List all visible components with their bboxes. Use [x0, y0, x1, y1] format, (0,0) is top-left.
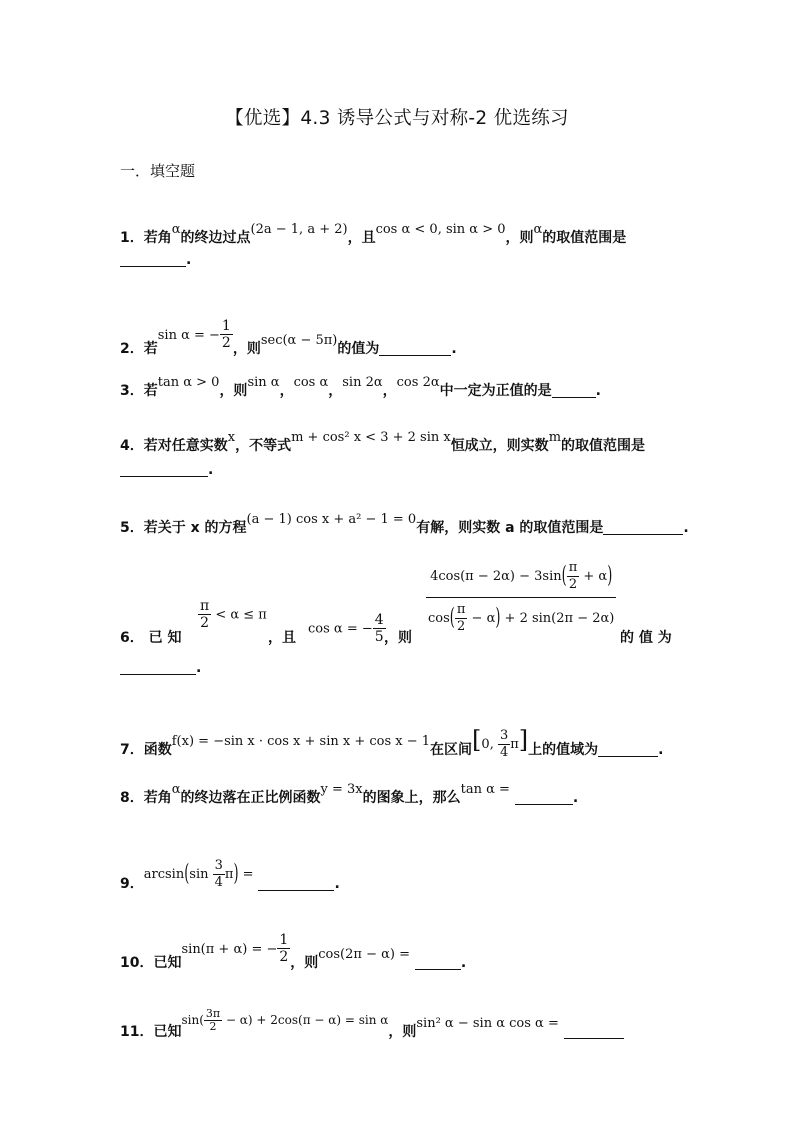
question-2: 2．若sin α = − $\frac{1}{2}$ ，则sec(α − 5π)的值为 . — [120, 318, 457, 357]
answer-blank[interactable] — [552, 383, 596, 398]
question-6-answer: . — [120, 658, 201, 678]
answer-blank[interactable] — [379, 341, 451, 356]
section-heading: 一．填空题 — [120, 162, 196, 180]
question-1-answer: . — [120, 250, 191, 270]
answer-blank[interactable] — [120, 660, 196, 675]
question-4-answer: . — [120, 460, 213, 480]
answer-blank[interactable] — [564, 1024, 624, 1039]
answer-blank[interactable] — [120, 462, 208, 477]
question-8: 8．若角α的终边落在正比例函数y = 3x的图象上，那么tan α = . — [120, 782, 579, 806]
question-7: 7．函数f(x) = −sin x · cos x + sin x + cos x − 1在区间[0, $\frac{3}{4}$ π]上的值域为 . — [120, 726, 664, 760]
question-5: 5．若关于 x 的方程(a − 1) cos x + a² − 1 = 0有解，则实数 a 的取值范围是 . — [120, 512, 689, 536]
page-title: 【优选】4.3 诱导公式与对称-2 优选练习 — [225, 108, 569, 129]
answer-blank[interactable] — [598, 742, 658, 757]
question-9: 9．arcsin(sin $\frac{3}{4}$ π) = . — [120, 858, 340, 892]
answer-blank[interactable] — [120, 252, 186, 267]
question-6: 6． 已 知 $\frac{\pi}{2}$ < α ≤ π ，且 cos α = − $\frac{4}{5}$ ，则 4cos(π − 2α) − 3sin( $\frac{\pi}{2}$ + α) cos( $\frac{\pi}{2}$ − α) + 2 sin(2π − 2α) 的 值 为 — [120, 556, 680, 646]
question-3: 3．若tan α > 0，则sin α，cos α，sin 2α，cos 2α中一定为正值的是 . — [120, 375, 601, 399]
answer-blank[interactable] — [603, 520, 683, 535]
question-11: 11．已知sin( $\frac{3\pi}{2}$ − α) + 2cos(π − α) = sin α，则sin² α − sin α cos α = — [120, 1008, 624, 1042]
answer-blank[interactable] — [258, 876, 334, 891]
answer-blank[interactable] — [515, 790, 573, 805]
answer-blank[interactable] — [415, 955, 461, 970]
question-4: 4．若对任意实数x，不等式m + cos² x < 3 + 2 sin x恒成立，则实数m的取值范围是 — [120, 430, 646, 454]
question-1: 1．若角α的终边过点(2a − 1, a + 2)，且cos α < 0, sin α > 0，则α的取值范围是 — [120, 222, 627, 246]
question-10: 10．已知sin(π + α) = − $\frac{1}{2}$ ，则cos(2π − α) = . — [120, 932, 467, 971]
